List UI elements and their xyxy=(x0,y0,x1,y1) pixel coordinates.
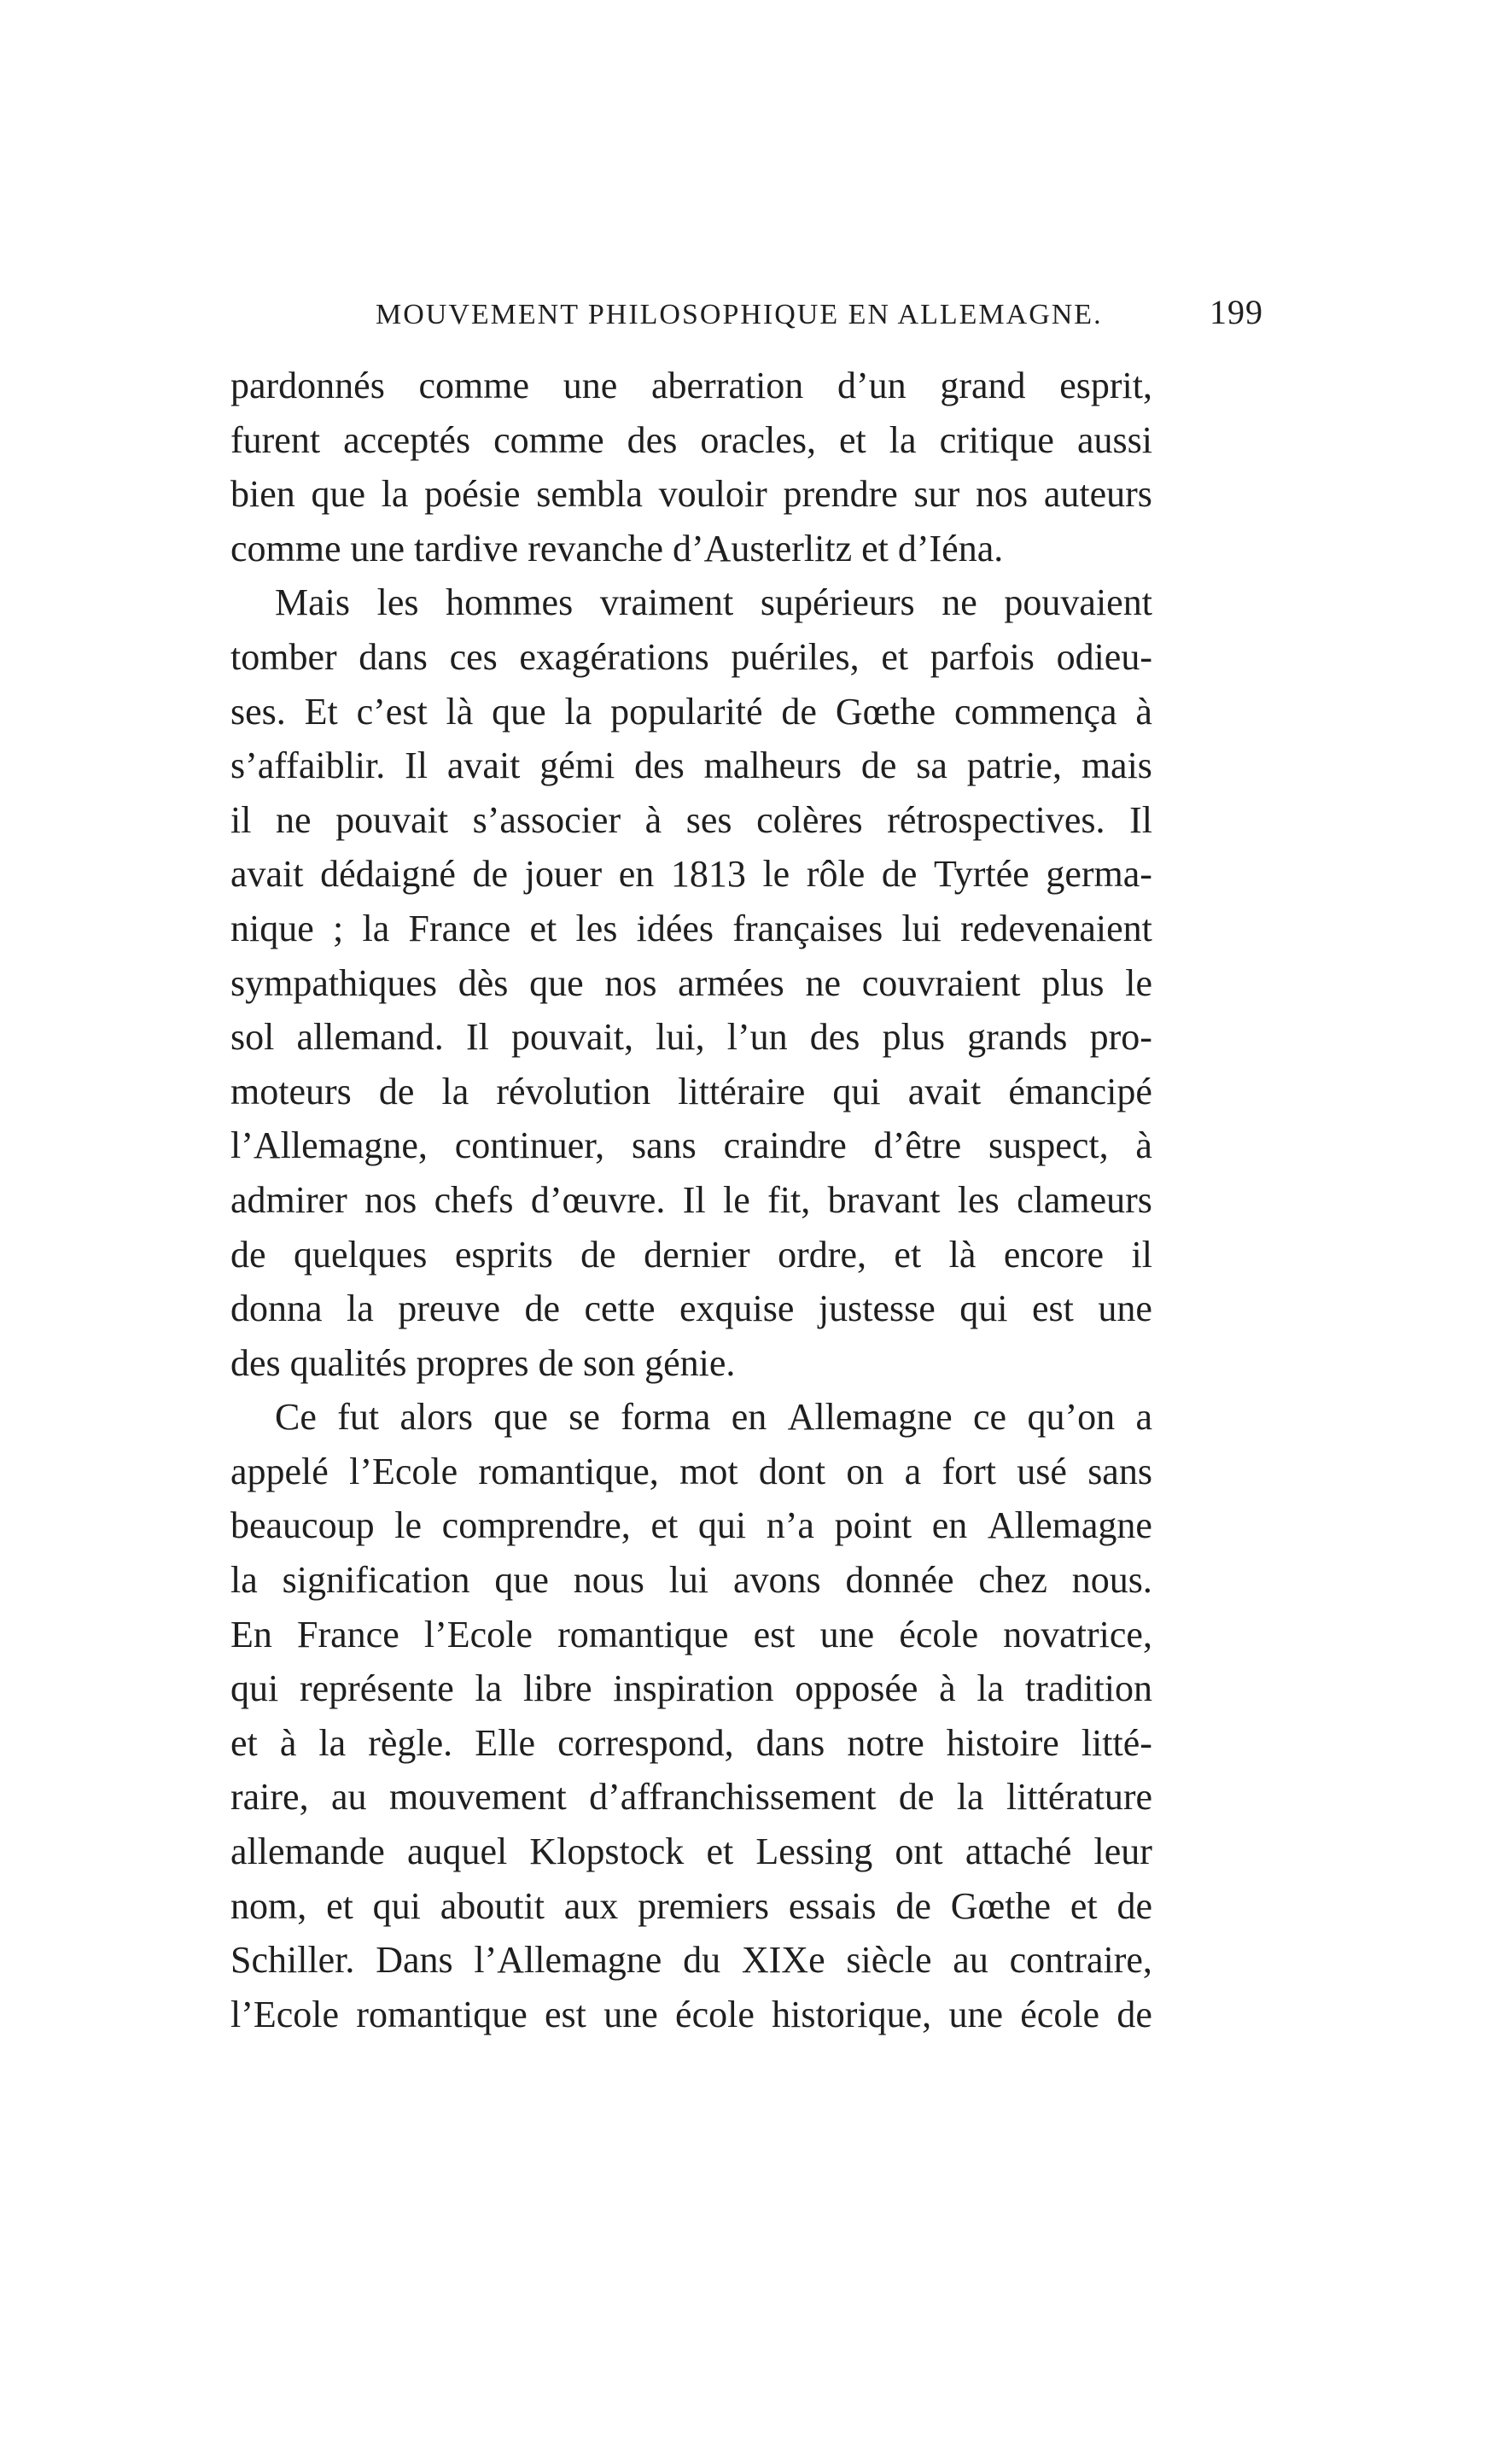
text-line: de quelques esprits de dernier ordre, et là encore il xyxy=(230,1233,1152,1276)
text-line: avait dédaigné de jouer en 1813 le rôle de Tyrtée germa- xyxy=(230,853,1152,896)
text-line: Schiller. Dans l’Allemagne du XIXe siècle au contraire, xyxy=(230,1939,1152,1982)
text-line: il ne pouvait s’associer à ses colères rétrospectives. Il xyxy=(230,798,1152,841)
text-line: tomber dans ces exagérations puériles, et parfois odieu- xyxy=(230,635,1152,678)
page-number: 199 xyxy=(1210,293,1263,331)
text-line: bien que la poésie sembla vouloir prendre sur nos auteurs xyxy=(230,473,1152,516)
text-line: des qualités propres de son génie. xyxy=(230,1341,736,1384)
text-line: beaucoup le comprendre, et qui n’a point en Allemagne xyxy=(230,1504,1152,1547)
text-line: sympathiques dès que nos armées ne couvraient plus le xyxy=(230,961,1152,1004)
text-line: l’Ecole romantique est une école historique, une école de xyxy=(230,1993,1152,2035)
text-line: furent acceptés comme des oracles, et la critique aussi xyxy=(230,418,1152,461)
text-line: appelé l’Ecole romantique, mot dont on a fort usé sans xyxy=(230,1450,1152,1492)
text-line: nique ; la France et les idées françaises lui redevenaient xyxy=(230,907,1152,949)
text-line: et à la règle. Elle correspond, dans notre histoire litté- xyxy=(230,1721,1152,1764)
text-line: sol allemand. Il pouvait, lui, l’un des plus grands pro- xyxy=(230,1016,1152,1059)
text-line: Mais les hommes vraiment supérieurs ne pouvaient xyxy=(275,581,1152,624)
text-line: pardonnés comme une aberration d’un grand esprit, xyxy=(230,365,1152,406)
text-line: donna la preuve de cette exquise justesse qui est une xyxy=(230,1287,1152,1330)
text-line: nom, et qui aboutit aux premiers essais de Gœthe et de xyxy=(230,1884,1152,1927)
text-line: ses. Et c’est là que la popularité de Gœthe commença à xyxy=(230,690,1152,733)
text-line: En France l’Ecole romantique est une école novatrice, xyxy=(230,1613,1152,1655)
text-line: s’affaiblir. Il avait gémi des malheurs de sa patrie, mais xyxy=(230,744,1152,787)
running-head xyxy=(376,293,1263,342)
text-line: Ce fut alors que se forma en Allemagne ce qu’on a xyxy=(275,1396,1152,1439)
text-line: qui représente la libre inspiration opposée à la tradition xyxy=(230,1667,1152,1710)
text-line: allemande auquel Klopstock et Lessing ont attaché leur xyxy=(230,1830,1152,1873)
text-line: comme une tardive revanche d’Austerlitz et d’Iéna. xyxy=(230,527,1004,569)
text-line: l’Allemagne, continuer, sans craindre d’être suspect, à xyxy=(230,1124,1152,1167)
body-text xyxy=(230,359,1152,2041)
text-line: moteurs de la révolution littéraire qui avait émancipé xyxy=(230,1070,1152,1112)
text-line: raire, au mouvement d’affranchissement de la littérature xyxy=(230,1776,1152,1819)
text-line: la signification que nous lui avons donnée chez nous. xyxy=(230,1559,1152,1602)
text-line: admirer nos chefs d’œuvre. Il le fit, bravant les clameurs xyxy=(230,1178,1152,1221)
running-title: MOUVEMENT PHILOSOPHIQUE EN ALLEMAGNE. xyxy=(376,299,1103,330)
